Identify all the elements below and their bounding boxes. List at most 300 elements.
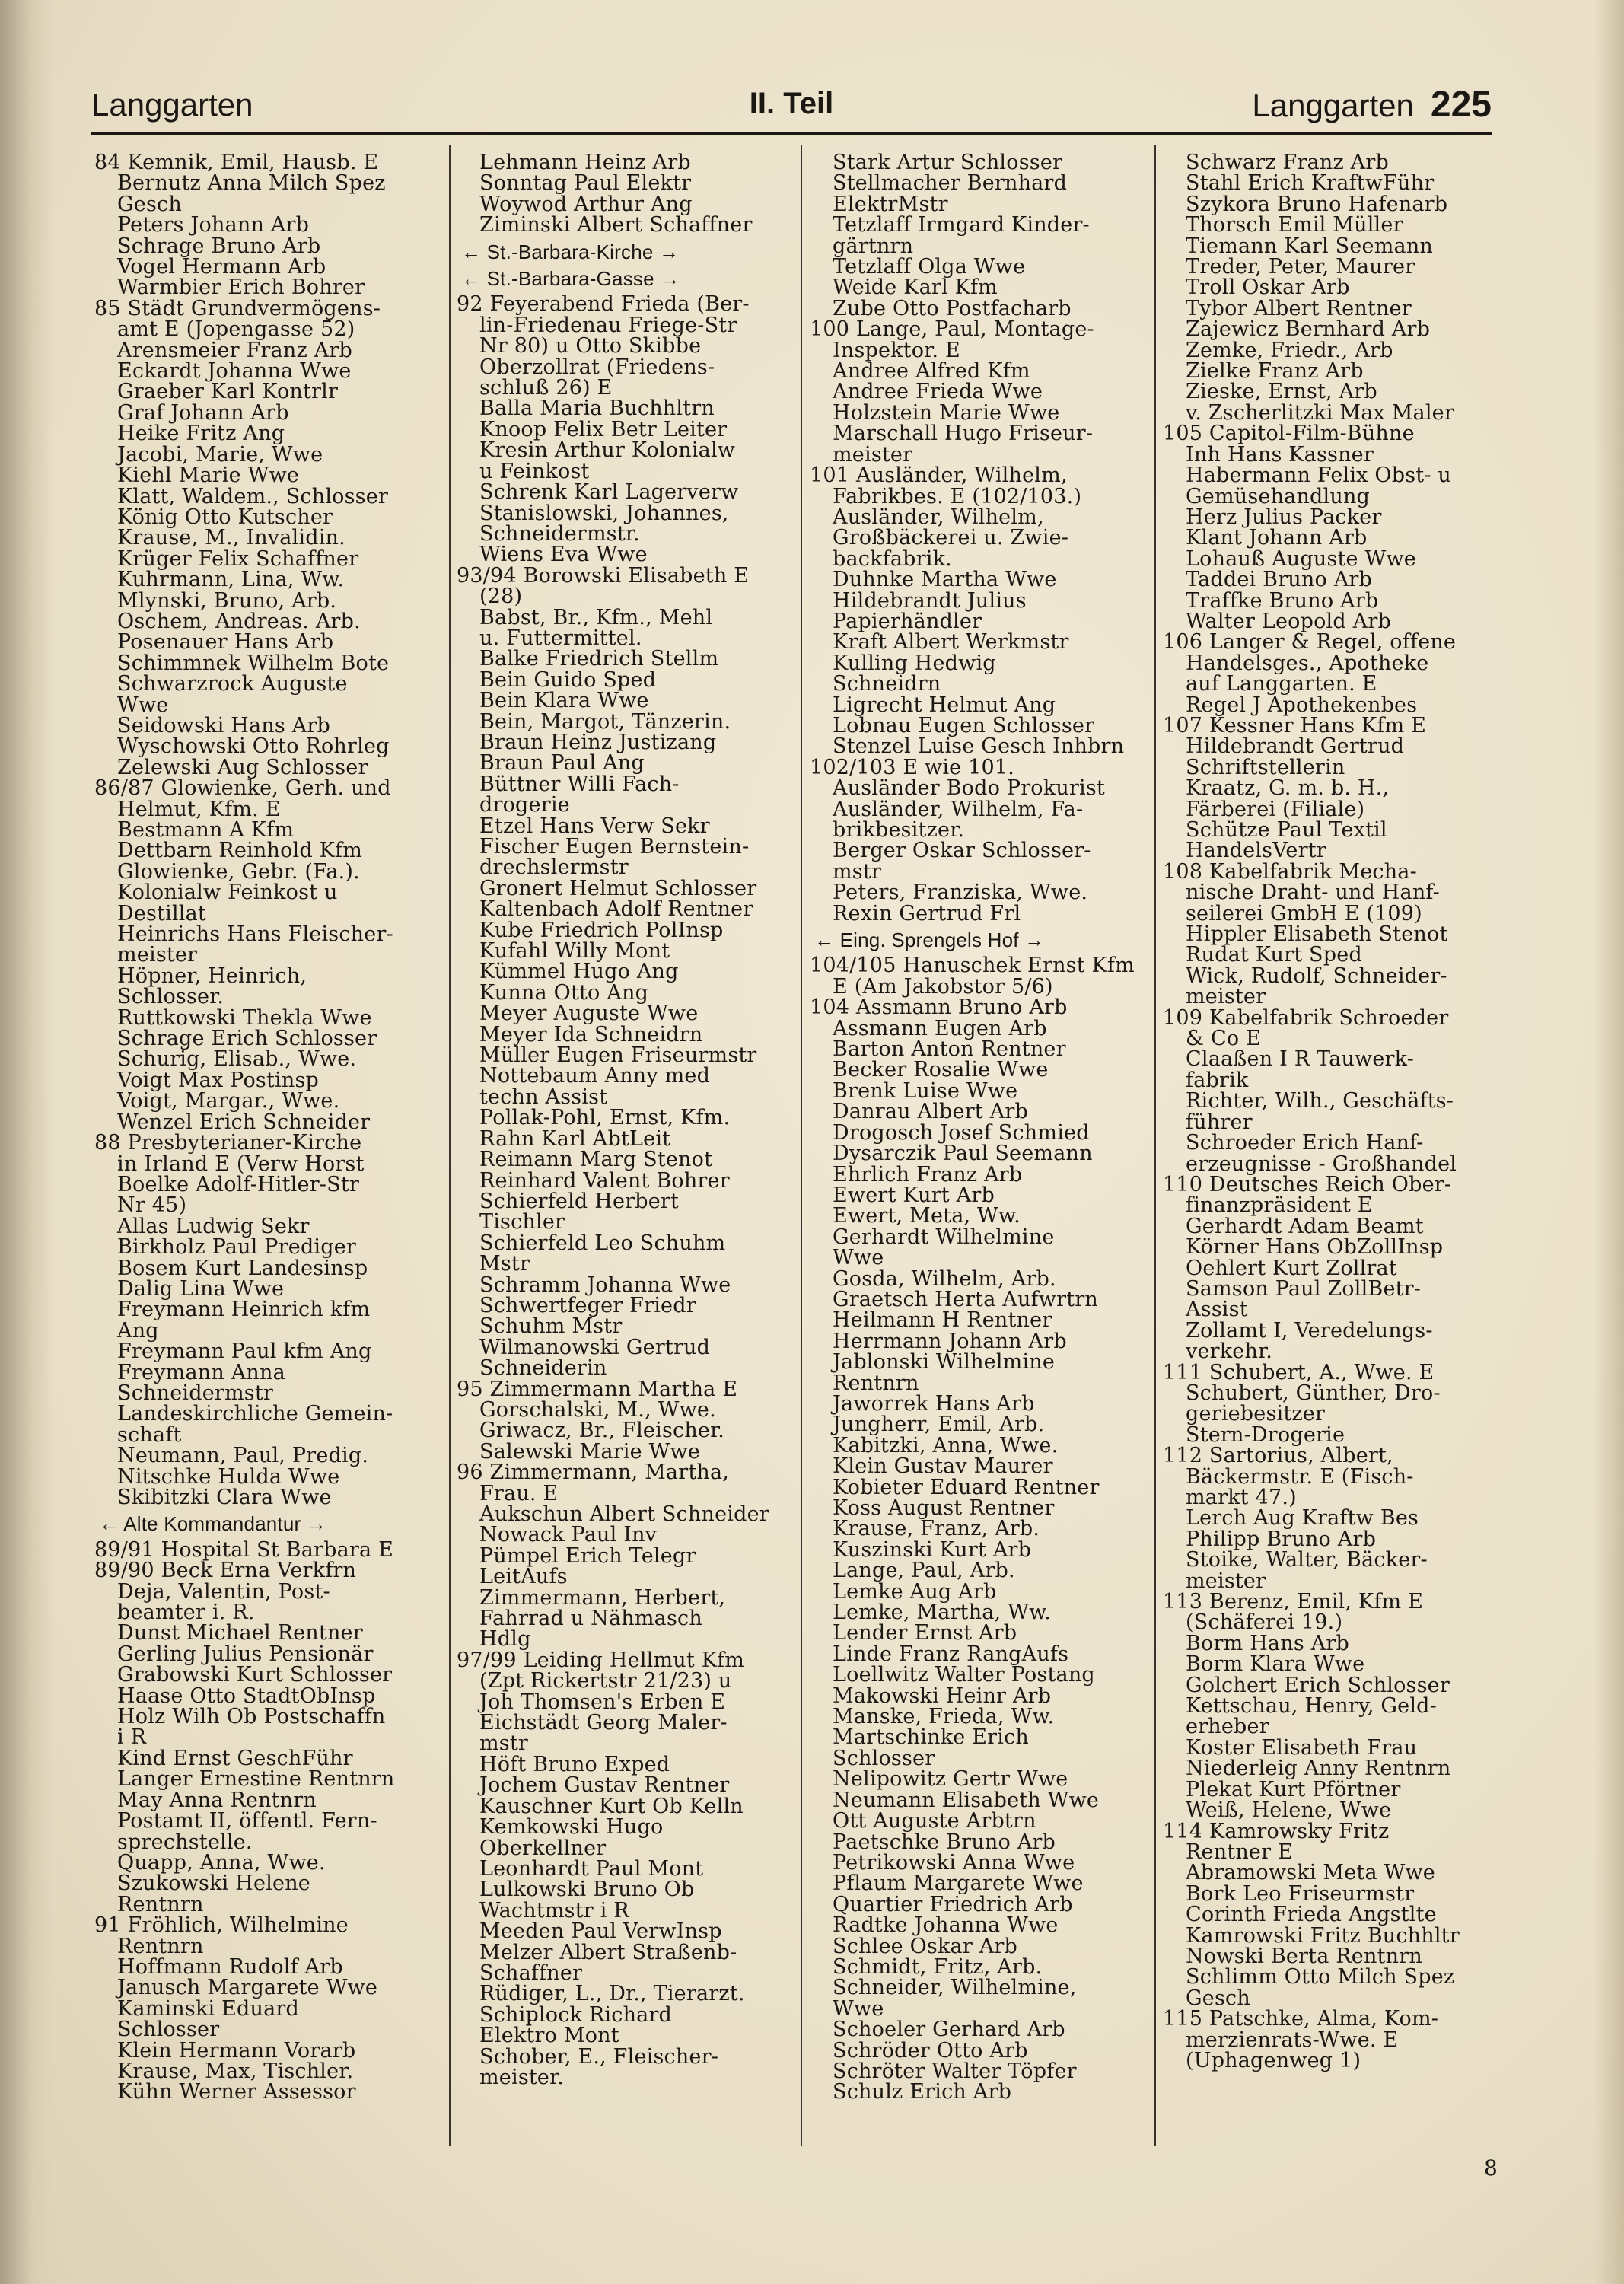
directory-entry-line: Kuszinski Kurt Arb [833,1537,1032,1562]
directory-entry-line: Pflaum Margarete Wwe [833,1871,1084,1896]
directory-entry-line: Dalig Lina Wwe [117,1276,285,1301]
directory-entry-line: i R [117,1725,147,1750]
directory-entry-line: Oehlert Kurt Zollrat [1186,1256,1397,1280]
directory-entry-line: Voigt, Margar., Wwe. [117,1089,340,1113]
directory-entry-line: Schramm Johanna Wwe [479,1273,731,1297]
directory-entry-line: Kühn Werner Assessor [117,2080,356,2104]
column-divider [449,145,451,2146]
directory-entry-line: Lerch Aug Kraftw Bes [1186,1506,1419,1531]
directory-entry-line: Schneider, Wilhelmine, [833,1976,1077,2000]
directory-entry-line: Manske, Frieda, Ww. [833,1705,1055,1729]
directory-entry-line: Zajewicz Bernhard Arb [1186,317,1431,342]
directory-entry-line: Schlosser [117,2018,220,2042]
directory-entry-line: 106 Langer & Regel, offene [1163,630,1457,655]
directory-entry-line: Heike Fritz Ang [117,422,285,446]
directory-entry-line: führer [1186,1110,1253,1134]
directory-entry-line: schaft [117,1422,182,1447]
directory-column-4 [1163,152,1498,2146]
directory-entry-line: Rüdiger, L., Dr., Tierarzt. [479,1982,745,2006]
directory-entry-line: Oschem, Andreas. Arb. [117,609,361,633]
directory-entry-line: Schober, E., Fleischer- [479,2044,719,2069]
street-crossing-heading: ← Eing. Sprengels Hof → [814,929,1045,952]
directory-entry-line: Jacobi, Marie, Wwe [117,442,323,467]
directory-entry-line: Petrikowski Anna Wwe [833,1850,1075,1875]
directory-entry-line: Troll Oskar Arb [1186,276,1350,300]
directory-entry-line: 95 Zimmermann Martha E [457,1377,738,1401]
directory-entry-line: Szukowski Helene [117,1871,310,1896]
directory-entry-line: Holzstein Marie Wwe [833,400,1060,425]
directory-entry-line: 100 Lange, Paul, Montage- [810,317,1094,342]
directory-entry-line: Ausländer, Wilhelm, Fa- [833,797,1084,821]
directory-entry-line: Müller Eugen Friseurmstr [479,1043,757,1068]
directory-entry-line: Großbäckerei u. Zwie- [833,526,1069,550]
directory-entry-line: Ligrecht Helmut Ang [833,693,1056,717]
directory-entry-line: Tiemann Karl Seemann [1186,234,1434,258]
directory-entry-line: Braun Paul Ang [479,751,645,776]
directory-entry-line: Gerhardt Adam Beamt [1186,1214,1424,1238]
directory-entry-line: Hoffmann Rudolf Arb [117,1954,343,1979]
directory-entry-line: Nr 45) [117,1193,187,1218]
directory-entry-line: E (Am Jakobstor 5/6) [833,974,1053,999]
directory-entry-line: Wiens Eva Wwe [479,543,648,567]
directory-entry-line: Braun Heinz Justizang [479,730,717,754]
directory-entry-line: Schrage Erich Schlosser [117,1027,377,1051]
directory-entry-line: Meyer Ida Schneidrn [479,1022,703,1046]
directory-entry-line: Krause, Franz, Arb. [833,1517,1040,1541]
directory-entry-line: Andree Alfred Kfm [833,359,1030,384]
directory-entry-line: & Co E [1186,1027,1262,1051]
directory-entry-line: Schlimm Otto Milch Spez [1186,1965,1455,1989]
directory-entry-line: 107 Kessner Hans Kfm E [1163,713,1427,737]
directory-entry-line: 96 Zimmermann, Martha, [457,1461,730,1485]
directory-entry-line: Schwarzrock Auguste [117,672,348,696]
directory-entry-line: auf Langgarten. E [1186,672,1377,696]
directory-entry-line: Reinhard Valent Bohrer [479,1168,730,1193]
sheet-mark: 8 [1484,2155,1498,2180]
directory-entry-line: Handelsges., Apotheke [1186,651,1429,675]
directory-entry-line: Peters Johann Arb [117,213,310,237]
directory-entry-line: u Feinkost [479,459,590,483]
directory-entry-line: Färberei (Filiale) [1186,797,1365,821]
directory-entry-line: Eckardt Johanna Wwe [117,359,352,384]
directory-entry-line: backfabrik. [833,546,952,571]
directory-entry-line: Dysarczik Paul Seemann [833,1142,1093,1166]
directory-entry-line: meister [833,442,913,467]
directory-entry-line: Stark Artur Schlosser [833,152,1063,174]
directory-entry-line: Zube Otto Postfacharb [833,296,1072,320]
directory-entry-line: Leonhardt Paul Mont [479,1856,704,1881]
directory-entry-line: Melzer Albert Straßenb- [479,1940,737,1964]
directory-entry-line: Danrau Albert Arb [833,1100,1028,1124]
directory-entry-line: Boelke Adolf-Hitler-Str [117,1172,359,1196]
directory-entry-line: Schurig, Elisab., Wwe. [117,1047,357,1072]
directory-entry-line: Graetsch Herta Aufwrtrn [833,1287,1098,1311]
directory-entry-line: Bein, Margot, Tänzerin. [479,709,731,734]
directory-entry-line: Skibitzki Clara Wwe [117,1486,332,1509]
directory-entry-line: Linde Franz RangAufs [833,1642,1069,1666]
directory-entry-line: Jochem Gustav Rentner [479,1773,730,1798]
directory-entry-line: Büttner Willi Fach- [479,772,680,796]
directory-entry-line: Klein Gustav Maurer [833,1454,1053,1479]
directory-entry-line: beamter i. R. [117,1601,255,1625]
directory-entry-line: Tischler [479,1210,565,1234]
directory-entry-line: Wilmanowski Gertrud [479,1335,711,1359]
directory-entry-line: Babst, Br., Kfm., Mehl [479,605,713,629]
directory-entry-line: Schneidermstr [117,1381,273,1405]
directory-entry-line: Lemke Aug Arb [833,1579,997,1604]
directory-entry-line: Kümmel Hugo Ang [479,960,679,984]
directory-entry-line: Lange, Paul, Arb. [833,1559,1015,1583]
directory-entry-line: Höpner, Heinrich, [117,964,307,988]
directory-entry-line: Schlee Oskar Arb [833,1934,1018,1958]
directory-entry-line: Abramowski Meta Wwe [1186,1861,1435,1885]
directory-entry-line: Ott Auguste Arbtrn [833,1809,1036,1833]
directory-entry-line: Szykora Bruno Hafenarb [1186,192,1448,216]
directory-entry-line: Griwacz, Br., Fleischer. [479,1419,725,1443]
directory-entry-line: Borm Klara Wwe [1186,1652,1365,1677]
directory-entry-line: Schmidt, Fritz, Arb. [833,1954,1043,1979]
directory-entry-line: 115 Patschke, Alma, Kom- [1163,2007,1439,2031]
directory-entry-line: Gemüsehandlung [1186,484,1371,508]
directory-entry-line: Walter Leopold Arb [1186,609,1391,633]
page-number: 225 [1430,84,1492,125]
directory-entry-line: Inh Hans Kassner [1186,442,1374,467]
directory-entry-line: Schulz Erich Arb [833,2080,1012,2104]
directory-column-1 [94,152,429,2146]
directory-entry-line: Helmut, Kfm. E [117,797,281,821]
directory-entry-line: Herz Julius Packer [1186,505,1382,529]
running-head [91,82,1492,135]
directory-entry-line: Wwe [117,693,169,717]
directory-entry-line: Eichstädt Georg Maler- [479,1711,728,1735]
directory-entry-line: Nowski Berta Rentnrn [1186,1944,1422,1968]
directory-entry-line: merzienrats-Wwe. E [1186,2028,1399,2052]
directory-entry-line: Kabitzki, Anna, Wwe. [833,1433,1059,1457]
directory-entry-line: Taddei Bruno Arb [1186,568,1373,592]
directory-entry-line: Stahl Erich KraftwFühr [1186,171,1435,196]
directory-entry-line: Zieske, Ernst, Arb [1186,380,1377,404]
directory-entry-line: Rentnrn [833,1371,919,1395]
directory-entry-line: Stoike, Walter, Bäcker- [1186,1548,1428,1572]
directory-entry-line: Stern-Drogerie [1186,1422,1345,1447]
directory-entry-line: Kresin Arthur Kolonialw [479,438,736,463]
directory-entry-line: Nitschke Hulda Wwe [117,1464,340,1489]
directory-entry-line: Rudat Kurt Sped [1186,943,1362,967]
directory-entry-line: Hildebrandt Gertrud [1186,734,1405,759]
directory-entry-line: Klatt, Waldem., Schlosser [117,484,389,508]
directory-entry-line: Heilmann H Rentner [833,1308,1052,1333]
directory-entry-line: Birkholz Paul Prediger [117,1235,357,1260]
directory-entry-line: brikbesitzer. [833,818,965,842]
directory-entry-line: Wachtmstr i R [479,1898,629,1922]
directory-entry-line: Joh Thomsen's Erben E [479,1690,726,1714]
directory-entry-line: erheber [1186,1715,1269,1739]
directory-column-3 [810,152,1145,2146]
directory-entry-line: drechslermstr [479,855,629,880]
directory-entry-line: Hippler Elisabeth Stenot [1186,922,1448,947]
directory-entry-line: Bernutz Anna Milch Spez [117,171,386,196]
directory-entry-line: Graf Johann Arb [117,400,289,425]
directory-entry-line: Ruttkowski Thekla Wwe [117,1005,372,1030]
directory-entry-line: Wwe [833,1246,884,1270]
directory-entry-line: Kube Friedrich PolInsp [479,918,724,942]
directory-entry-line: Tetzlaff Irmgard Kinder- [833,213,1090,237]
directory-entry-line: Gerhardt Wilhelmine [833,1225,1055,1249]
directory-entry-line: amt E (Jopengasse 52) [117,317,355,342]
directory-entry-line: drogerie [479,793,570,817]
directory-entry-line: Oberkellner [479,1836,607,1860]
directory-entry-line: v. Zscherlitzki Max Maler [1186,400,1454,425]
directory-entry-line: Schneiderin [479,1356,607,1381]
directory-entry-line: Ausländer, Wilhelm, [833,505,1044,529]
running-head-section: II. Teil [749,87,834,120]
directory-entry-line: Lemke, Martha, Ww. [833,1601,1052,1625]
directory-entry-line: Plekat Kurt Pförtner [1186,1777,1401,1801]
directory-entry-line: Hildebrandt Julius [833,588,1027,613]
street-crossing-heading: ← St.-Barbara-Kirche → [461,240,680,263]
directory-entry-line: Kettschau, Henry, Geld- [1186,1694,1437,1719]
directory-entry-line: Kraft Albert Werkmstr [833,630,1069,655]
directory-entry-line: Kamrowski Fritz Buchhltr [1186,1923,1460,1948]
directory-entry-line: (Schäferei 19.) [1186,1610,1343,1635]
directory-entry-line: Samson Paul ZollBetr- [1186,1276,1422,1301]
directory-entry-line: Schwarz Franz Arb [1186,152,1389,174]
directory-entry-line: Stanislowski, Johannes, [479,501,729,525]
directory-entry-line: (28) [479,585,523,609]
directory-entry-line: Fahrrad u Nähmasch [479,1607,702,1631]
directory-entry-line: Klein Hermann Vorarb [117,2038,356,2063]
directory-entry-line: Makowski Heinr Arb [833,1684,1052,1708]
directory-entry-line: Krause, Max, Tischler. [117,2059,354,2083]
directory-entry-line: Wenzel Erich Schneider [117,1110,371,1134]
directory-entry-line: Nr 80) u Otto Skibbe [479,334,702,358]
directory-entry-line: Ausländer Bodo Prokurist [833,776,1105,801]
directory-entry-line: Martschinke Erich [833,1725,1029,1750]
directory-entry-line: (Uphagenweg 1) [1186,2048,1361,2072]
directory-entry-line: Fabrikbes. E (102/103.) [833,484,1082,508]
directory-entry-line: Pollak-Pohl, Ernst, Kfm. [479,1106,731,1130]
directory-entry-line: Fischer Eugen Bernstein- [479,835,750,858]
directory-entry-line: Nelipowitz Gertr Wwe [833,1767,1068,1792]
directory-entry-line: Wyschowski Otto Rohrleg [117,734,390,759]
directory-entry-line: Jablonski Wilhelmine [833,1350,1056,1375]
directory-entry-line: Brenk Luise Wwe [833,1078,1018,1103]
directory-entry-line: Kobieter Eduard Rentner [833,1475,1100,1499]
directory-entry-line: ElektrMstr [833,192,948,216]
directory-entry-line: Schneidrn [833,672,941,696]
directory-entry-line: Höft Bruno Exped [479,1752,670,1776]
directory-entry-line: Vogel Hermann Arb [117,255,326,279]
directory-entry-line: Heinrichs Hans Fleischer- [117,922,393,947]
directory-entry-line: Salewski Marie Wwe [479,1439,701,1464]
directory-entry-line: Lehmann Heinz Arb [479,152,691,174]
directory-entry-line: lin-Friedenau Friege-Str [479,313,737,337]
directory-entry-line: meister [1186,1569,1266,1593]
directory-entry-line: Langer Ernestine Rentnrn [117,1767,395,1792]
directory-entry-line: Barton Anton Rentner [833,1037,1066,1062]
directory-entry-line: Schiplock Richard [479,2002,673,2027]
directory-entry-line: Neumann, Paul, Predig. [117,1444,369,1468]
directory-entry-line: Dettbarn Reinhold Kfm [117,839,363,863]
directory-column-2 [457,152,791,2146]
directory-entry-line: Rexin Gertrud Frl [833,901,1021,925]
directory-entry-line: Zelewski Aug Schlosser [117,755,368,779]
directory-entry-line: Schoeler Gerhard Arb [833,2018,1065,2042]
directory-entry-line: 101 Ausländer, Wilhelm, [810,463,1068,488]
directory-entry-line: Kemkowski Hugo [479,1815,664,1840]
directory-entry-line: mstr [479,1731,529,1756]
directory-entry-line: Weiß, Helene, Wwe [1186,1798,1392,1823]
directory-entry-line: Frau. E [479,1481,559,1505]
directory-entry-line: (Zpt Rickertstr 21/23) u [479,1669,732,1693]
directory-entry-line: Arensmeier Franz Arb [117,338,352,362]
directory-entry-line: finanzpräsident E [1186,1193,1373,1218]
directory-entry-line: LeitAufs [479,1565,568,1589]
directory-entry-line: Weide Karl Kfm [833,276,998,300]
directory-entry-line: Etzel Hans Verw Sekr [479,814,710,838]
directory-entry-line: Gosda, Wilhelm, Arb. [833,1266,1056,1291]
directory-entry-line: Andree Frieda Wwe [833,380,1043,404]
directory-entry-line: 108 Kabelfabrik Mecha- [1163,859,1417,884]
directory-entry-line: Posenauer Hans Arb [117,630,334,655]
directory-entry-line: Jungherr, Emil, Arb. [833,1413,1045,1437]
directory-entry-line: Rahn Karl AbtLeit [479,1126,671,1151]
directory-entry-line: Ehrlich Franz Arb [833,1162,1023,1187]
directory-entry-line: Postamt II, öffentl. Fern- [117,1809,377,1833]
directory-entry-line: 110 Deutsches Reich Ober- [1163,1172,1452,1196]
directory-entry-line: Meyer Auguste Wwe [479,1002,699,1026]
directory-entry-line: Ewert Kurt Arb [833,1183,995,1207]
directory-entry-line: Rentner E [1186,1840,1293,1864]
directory-entry-line: 104/105 Hanuschek Ernst Kfm [810,954,1135,978]
directory-entry-line: Schlosser [833,1746,935,1770]
directory-entry-line: Treder, Peter, Maurer [1186,255,1415,279]
directory-entry-line: Schimmnek Wilhelm Bote [117,651,390,675]
directory-entry-line: Kind Ernst GeschFühr [117,1746,353,1770]
directory-entry-line: Lender Ernst Arb [833,1621,1017,1645]
directory-entry-line: markt 47.) [1186,1486,1297,1509]
directory-entry-line: Tybor Albert Rentner [1186,296,1412,320]
directory-entry-line: Sonntag Paul Elektr [479,171,692,196]
binding-shadow [0,0,53,2284]
directory-entry-line: schluß 26) E [479,376,613,400]
directory-entry-line: Zielke Franz Arb [1186,359,1364,384]
directory-entry-line: Berger Oskar Schlosser- [833,839,1091,863]
directory-entry-line: Bestmann A Kfm [117,818,295,842]
directory-entry-line: Neumann Elisabeth Wwe [833,1788,1100,1812]
directory-entry-line: Bein Guido Sped [479,667,657,692]
directory-entry-line: Rentnrn [117,1934,204,1958]
directory-entry-line: erzeugnisse - Großhandel [1186,1152,1457,1176]
directory-entry-line: Pümpel Erich Telegr [479,1543,696,1568]
directory-entry-line: 89/91 Hospital St Barbara E [94,1537,393,1562]
directory-entry-line: Jaworrek Hans Arb [833,1391,1035,1416]
directory-entry-line: Janusch Margarete Wwe [117,1976,378,2000]
running-head-street: Langgarten [1252,88,1414,123]
directory-entry-line: meister. [479,2065,565,2089]
directory-entry-line: Nowack Paul Inv [479,1523,658,1547]
directory-entry-line: 86/87 Glowienke, Gerh. und [94,776,391,801]
street-crossing-heading: ← St.-Barbara-Gasse → [461,267,680,291]
directory-entry-line: Thorsch Emil Müller [1186,213,1403,237]
directory-entry-line: Marschall Hugo Friseur- [833,422,1094,446]
directory-entry-line: Ziminski Albert Schaffner [479,213,753,237]
directory-entry-line: geriebesitzer [1186,1402,1326,1426]
directory-entry-line: Hdlg [479,1627,531,1652]
directory-entry-line: mstr [833,859,882,884]
directory-entry-line: Richter, Wilh., Geschäfts- [1186,1089,1454,1113]
directory-entry-line: Koster Elisabeth Frau [1186,1735,1418,1760]
directory-entry-line: verkehr. [1186,1340,1272,1364]
directory-entry-line: König Otto Kutscher [117,505,333,529]
directory-entry-line: Ang [117,1318,159,1343]
directory-entry-line: Assist [1186,1298,1248,1322]
directory-entry-line: 112 Sartorius, Albert, [1163,1444,1393,1468]
directory-entry-line: Schneidermstr. [479,521,640,546]
directory-entry-line: Peters, Franziska, Wwe. [833,881,1088,905]
directory-entry-line: Wwe [833,1996,884,2021]
directory-entry-line: u. Futtermittel. [479,626,642,650]
directory-entry-line: Balla Maria Buchhltrn [479,397,715,421]
directory-entry-line: meister [1186,985,1266,1009]
directory-entry-line: Gorschalski, M., Wwe. [479,1397,716,1422]
directory-entry-line: Lohauß Auguste Wwe [1186,546,1416,571]
directory-entry-line: Schierfeld Leo Schuhm [479,1231,726,1255]
directory-entry-line: Voigt Max Postinsp [117,1068,319,1092]
directory-entry-line: Habermann Felix Obst- u [1186,463,1452,488]
directory-entry-line: Haase Otto StadtObInsp [117,1684,376,1708]
directory-entry-line: Glowienke, Gebr. (Fa.). [117,859,360,884]
directory-entry-line: Paetschke Bruno Arb [833,1830,1056,1854]
header-rule [91,132,1492,135]
directory-entry-line: Mstr [479,1252,530,1276]
directory-entry-line: Seidowski Hans Arb [117,713,330,737]
directory-entry-line: 111 Schubert, A., Wwe. E [1163,1360,1435,1384]
directory-entry-line: Mlynski, Bruno, Arb. [117,588,337,613]
directory-entry-line: Papierhändler [833,609,982,633]
directory-entry-line: Oberzollrat (Friedens- [479,355,715,379]
directory-entry-line: Bein Klara Wwe [479,689,649,713]
directory-entry-line: in Irland E (Verw Horst [117,1152,365,1176]
directory-entry-line: Dunst Michael Rentner [117,1621,363,1645]
directory-entry-line: Schrage Bruno Arb [117,234,321,258]
directory-entry-line: Krause, M., Invalidin. [117,526,345,550]
directory-entry-line: Klant Johann Arb [1186,526,1368,550]
directory-entry-line: Kulling Hedwig [833,651,996,675]
directory-entry-line: Bork Leo Friseurmstr [1186,1881,1415,1906]
directory-entry-line: Schierfeld Herbert [479,1189,680,1213]
directory-entry-line: Traffke Bruno Arb [1186,588,1379,613]
directory-entry-line: Kiehl Marie Wwe [117,463,300,488]
directory-entry-line: Gronert Helmut Schlosser [479,876,757,900]
directory-entry-line: Kunna Otto Ang [479,980,649,1005]
directory-entry-line: Schütze Paul Textil [1186,818,1387,842]
directory-entry-line: 88 Presbyterianer-Kirche [94,1131,362,1155]
directory-entry-line: Gesch [117,192,182,216]
directory-entry-line: Reimann Marg Stenot [479,1148,713,1172]
directory-entry-line: Kuhrmann, Lina, Ww. [117,568,345,592]
directory-entry-line: Loellwitz Walter Postang [833,1663,1095,1687]
directory-entry-line: Tetzlaff Olga Wwe [833,255,1026,279]
directory-entry-line: 85 Städt Grundvermögens- [94,296,381,320]
directory-entry-line: nische Draht- und Hanf- [1186,881,1440,905]
directory-entry-line: Schaffner [479,1961,583,1985]
directory-entry-line: HandelsVertr [1186,839,1326,863]
directory-entry-line: Meeden Paul VerwInsp [479,1919,722,1944]
directory-entry-line: Balke Friedrich Stellm [479,647,719,671]
directory-entry-line: Kauschner Kurt Ob Kelln [479,1794,744,1818]
directory-entry-line: Deja, Valentin, Post- [117,1579,330,1604]
